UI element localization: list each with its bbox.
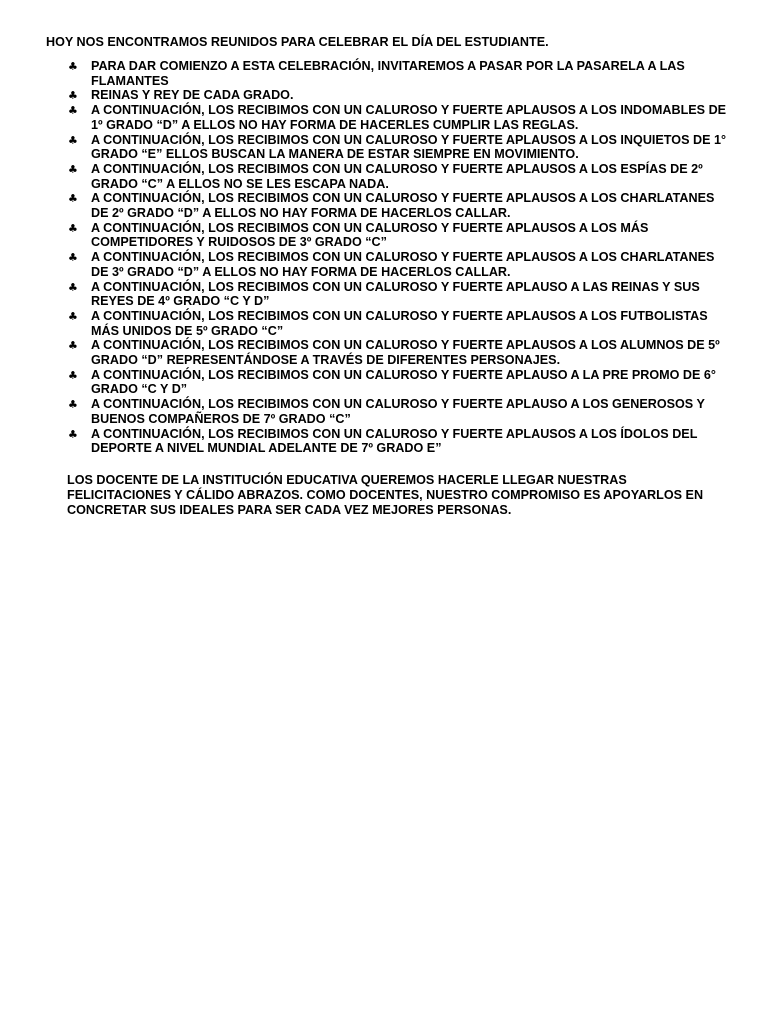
list-item-text: A CONTINUACIÓN, LOS RECIBIMOS CON UN CALUROSO Y FUERTE APLAUSOS A LOS ESPÍAS DE 2º GRADO “C” A ELLOS NO SE LES ESCAPA NADA.	[91, 161, 703, 191]
list-item	[67, 162, 728, 191]
list-item-text: A CONTINUACIÓN, LOS RECIBIMOS CON UN CALUROSO Y FUERTE APLAUSOS A LOS CHARLATANES DE 3º GRADO “D” A ELLOS NO HAY FORMA DE HACERLOS CALLAR.	[91, 250, 715, 279]
club-suit-icon: ♣	[68, 133, 78, 147]
club-suit-icon: ♣	[68, 192, 78, 206]
list-item-text: A CONTINUACIÓN, LOS RECIBIMOS CON UN CALUROSO Y FUERTE APLAUSOS A LOS CHARLATANES DE 2º GRADO “D” A ELLOS NO HAY FORMA DE HACERLOS CALLAR.	[91, 191, 715, 221]
bullet-list	[46, 59, 728, 456]
club-suit-icon: ♣	[68, 89, 78, 103]
club-suit-icon: ♣	[68, 162, 78, 176]
club-suit-icon: ♣	[68, 221, 78, 235]
list-item	[67, 250, 728, 279]
list-item	[67, 221, 728, 250]
list-item-text: A CONTINUACIÓN, LOS RECIBIMOS CON UN CALUROSO Y FUERTE APLAUSO A LAS REINAS Y SUS REYES DE 4º GRADO “C Y D”	[91, 279, 700, 309]
club-suit-icon: ♣	[68, 398, 78, 412]
club-suit-icon: ♣	[68, 280, 78, 294]
club-suit-icon: ♣	[68, 60, 78, 73]
list-item-text: A CONTINUACIÓN, LOS RECIBIMOS CON UN CALUROSO Y FUERTE APLAUSOS A LOS ÍDOLOS DEL DEPORTE A NIVEL MUNDIAL ADELANTE DE 7º GRADO E”	[91, 426, 698, 456]
list-item-text: A CONTINUACIÓN, LOS RECIBIMOS CON UN CALUROSO Y FUERTE APLAUSOS A LOS FUTBOLISTAS MÁS UNIDOS DE 5º GRADO “C”	[91, 308, 708, 338]
club-suit-icon: ♣	[68, 368, 78, 382]
list-item-text: A CONTINUACIÓN, LOS RECIBIMOS CON UN CALUROSO Y FUERTE APLAUSO A LOS GENEROSOS Y BUENOS COMPAÑEROS DE 7º GRADO “C”	[91, 397, 705, 426]
list-item-text: A CONTINUACIÓN, LOS RECIBIMOS CON UN CALUROSO Y FUERTE APLAUSOS A LOS INDOMABLES DE 1º GRADO “D” A ELLOS NO HAY FORMA DE HACERLES CUMPLIR LAS REGLAS.	[91, 103, 727, 132]
list-item	[67, 103, 728, 132]
intro-paragraph: HOY NOS ENCONTRAMOS REUNIDOS PARA CELEBRAR EL DÍA DEL ESTUDIANTE.	[46, 35, 549, 49]
club-suit-icon: ♣	[68, 309, 78, 323]
list-item	[67, 338, 728, 367]
club-suit-icon: ♣	[68, 104, 78, 118]
list-item-text: A CONTINUACIÓN, LOS RECIBIMOS CON UN CALUROSO Y FUERTE APLAUSO A LA PRE PROMO DE 6° GRADO “C Y D”	[91, 367, 716, 397]
closing-paragraph: LOS DOCENTE DE LA INSTITUCIÓN EDUCATIVA QUEREMOS HACERLE LLEGAR NUESTRAS FELICITACIONES Y CÁLIDO ABRAZOS. COMO DOCENTES, NUESTRO COMPROMISO ES APOYARLOS EN CONCRETAR SUS IDEALES PARA SER CADA VEZ MEJORES PERSONAS.	[67, 472, 704, 517]
list-item-text: A CONTINUACIÓN, LOS RECIBIMOS CON UN CALUROSO Y FUERTE APLAUSOS A LOS MÁS COMPETIDORES Y RUIDOSOS DE 3º GRADO “C”	[91, 220, 649, 250]
list-item	[67, 280, 728, 309]
list-item-text: REINAS Y REY DE CADA GRADO.	[91, 88, 294, 103]
list-item-text: PARA DAR COMIENZO A ESTA CELEBRACIÓN, INVITAREMOS A PASAR POR LA PASARELA A LAS FLAMANTES	[91, 59, 685, 88]
list-item	[67, 309, 728, 338]
club-suit-icon: ♣	[68, 427, 78, 441]
list-item	[67, 397, 728, 426]
club-suit-icon: ♣	[68, 339, 78, 353]
list-item	[67, 133, 728, 162]
list-item	[67, 191, 728, 220]
list-item	[67, 59, 728, 88]
list-item-text: A CONTINUACIÓN, LOS RECIBIMOS CON UN CALUROSO Y FUERTE APLAUSOS A LOS INQUIETOS DE 1° GRADO “E” ELLOS BUSCAN LA MANERA DE ESTAR SIEMPRE EN MOVIMIENTO.	[91, 132, 727, 162]
club-suit-icon: ♣	[68, 251, 78, 265]
list-item-text: A CONTINUACIÓN, LOS RECIBIMOS CON UN CALUROSO Y FUERTE APLAUSOS A LOS ALUMNOS DE 5º GRADO “D” REPRESENTÁNDOSE A TRAVÉS DE DIFERENTES PERSONAJES.	[91, 338, 720, 368]
list-item	[67, 427, 728, 456]
list-item	[67, 368, 728, 397]
list-item	[67, 88, 728, 103]
